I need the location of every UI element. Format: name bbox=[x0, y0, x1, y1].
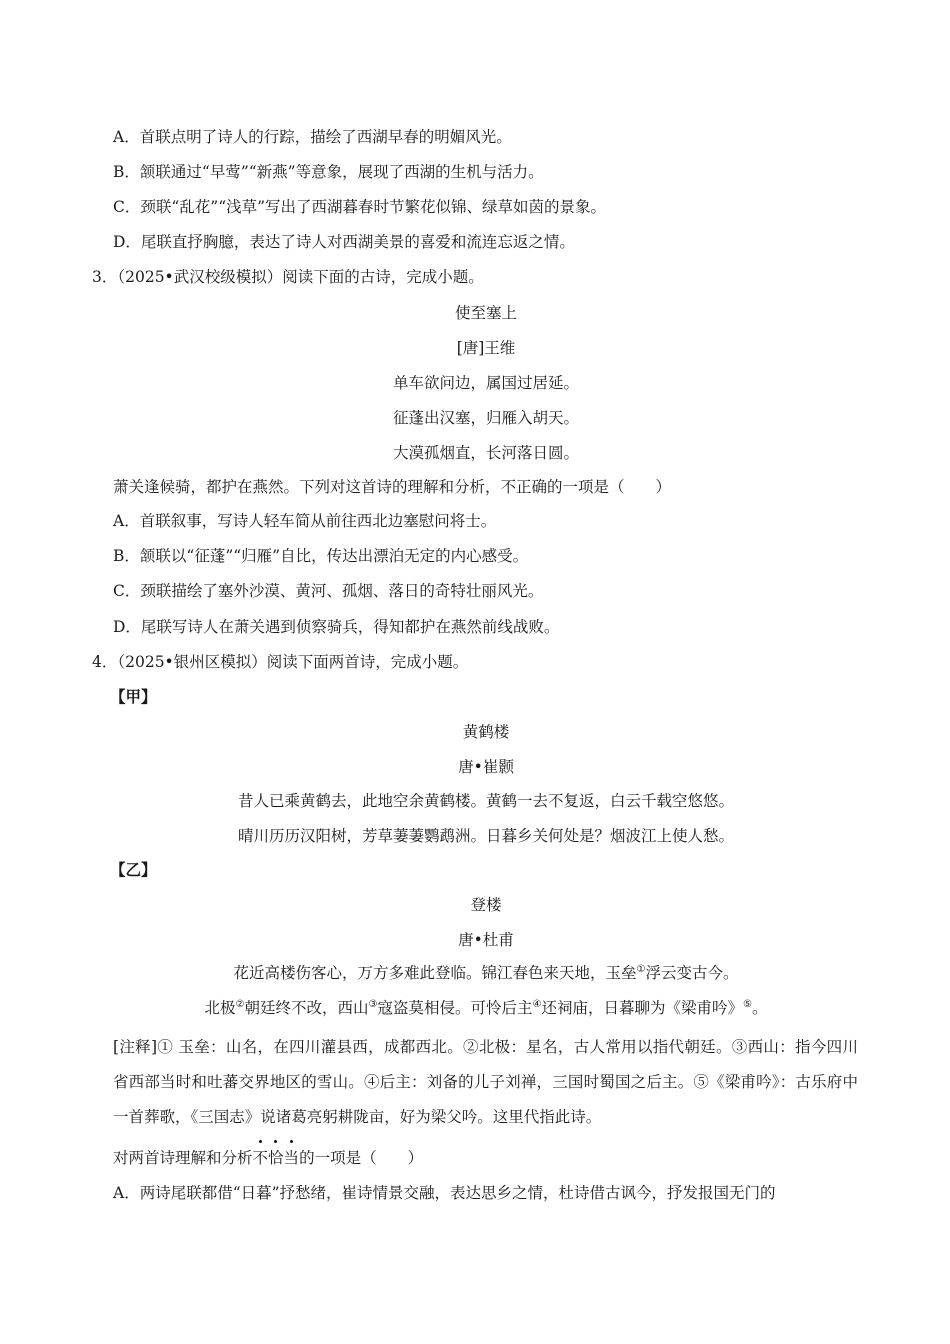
q3-option-b: B．颔联以“征蓬”“归雁”自比，传达出漂泊无定的内心感受。 bbox=[113, 547, 529, 565]
q3-poem-line: 大漠孤烟直，长河落日圆。 bbox=[392, 444, 579, 462]
q2-option-c: C．颈联“乱花”“浅草”写出了西湖暮春时节繁花似锦、绿草如茵的景象。 bbox=[113, 198, 607, 216]
q3-poem-line: 单车欲问边，属国过居延。 bbox=[392, 374, 579, 392]
q2-option-a: A．首联点明了诗人的行踪，描绘了西湖早春的明媚风光。 bbox=[113, 128, 512, 146]
q4-option-a: A．两诗尾联都借“日暮”抒愁绪，崔诗情景交融，表达思乡之情，杜诗借古讽今，抒发报国无门的 bbox=[113, 1184, 776, 1202]
q3-stem: 3．（2025•武汉校级模拟）阅读下面的古诗，完成小题。 bbox=[92, 268, 484, 286]
poem-yi-author: 唐•杜甫 bbox=[458, 931, 514, 949]
q3-option-c: C．颈联描绘了塞外沙漠、黄河、孤烟、落日的奇特壮丽风光。 bbox=[113, 582, 544, 600]
poem-yi-label: 【乙】 bbox=[110, 860, 157, 879]
poem-yi-line: 花近高楼伤客心，万方多难此登临。锦江春色来天地，玉垒①浮云变古今。 bbox=[233, 964, 739, 982]
poem-jia-line: 晴川历历汉阳树，芳草萋萋鹦鹉洲。日暮乡关何处是？烟波江上使人愁。 bbox=[237, 827, 734, 845]
poem-jia-line: 昔人已乘黄鹤去，此地空余黄鹤楼。黄鹤一去不复返，白云千载空悠悠。 bbox=[237, 792, 734, 810]
q2-option-d: D．尾联直抒胸臆，表达了诗人对西湖美景的喜爱和流连忘返之情。 bbox=[113, 233, 575, 251]
q4-stem: 4．（2025•银州区模拟）阅读下面两首诗，完成小题。 bbox=[92, 653, 469, 671]
q4-question: 对两首诗理解和分析不恰当的一项是（ ） bbox=[113, 1149, 424, 1167]
q3-option-a: A．首联叙事，写诗人轻车简从前往西北边塞慰问将士。 bbox=[113, 512, 497, 530]
q3-option-d: D．尾联写诗人在萧关遇到侦察骑兵，得知都护在燕然前线战败。 bbox=[113, 618, 560, 636]
poem-jia-author: 唐•崔颢 bbox=[458, 758, 514, 776]
q3-poem-title: 使至塞上 bbox=[454, 304, 517, 322]
poem-yi-line: 北极②朝廷终不改，西山③寇盗莫相侵。可怜后主④还祠庙，日暮聊为《梁甫吟》⑤。 bbox=[204, 999, 768, 1017]
q3-poem-author: [唐]王维 bbox=[456, 339, 516, 357]
q3-question: 萧关逢候骑，都护在燕然。下列对这首诗的理解和分析，不正确的一项是（ ） bbox=[113, 478, 672, 496]
poem-jia-label: 【甲】 bbox=[110, 687, 157, 706]
annotation-notes: [注释]① 玉垒：山名，在四川灌县西，成都西北。②北极：星名，古人常用以指代朝廷。③西山：指今四川省西部当时和吐蕃交界地区的雪山。④后主：刘备的儿子刘禅，三国时蜀国之后主。⑤《梁甫吟》：古乐府中一首葬歌，《三国志》说诸葛亮躬耕陇亩，好为梁父吟。这里代指此诗。 bbox=[113, 1038, 858, 1126]
q3-poem-line: 征蓬出汉塞，归雁入胡天。 bbox=[392, 409, 579, 427]
poem-jia-title: 黄鹤楼 bbox=[462, 723, 510, 741]
q2-option-b: B．颔联通过“早莺”“新燕”等意象，展现了西湖的生机与活力。 bbox=[113, 163, 544, 181]
poem-yi-title: 登楼 bbox=[470, 896, 502, 914]
